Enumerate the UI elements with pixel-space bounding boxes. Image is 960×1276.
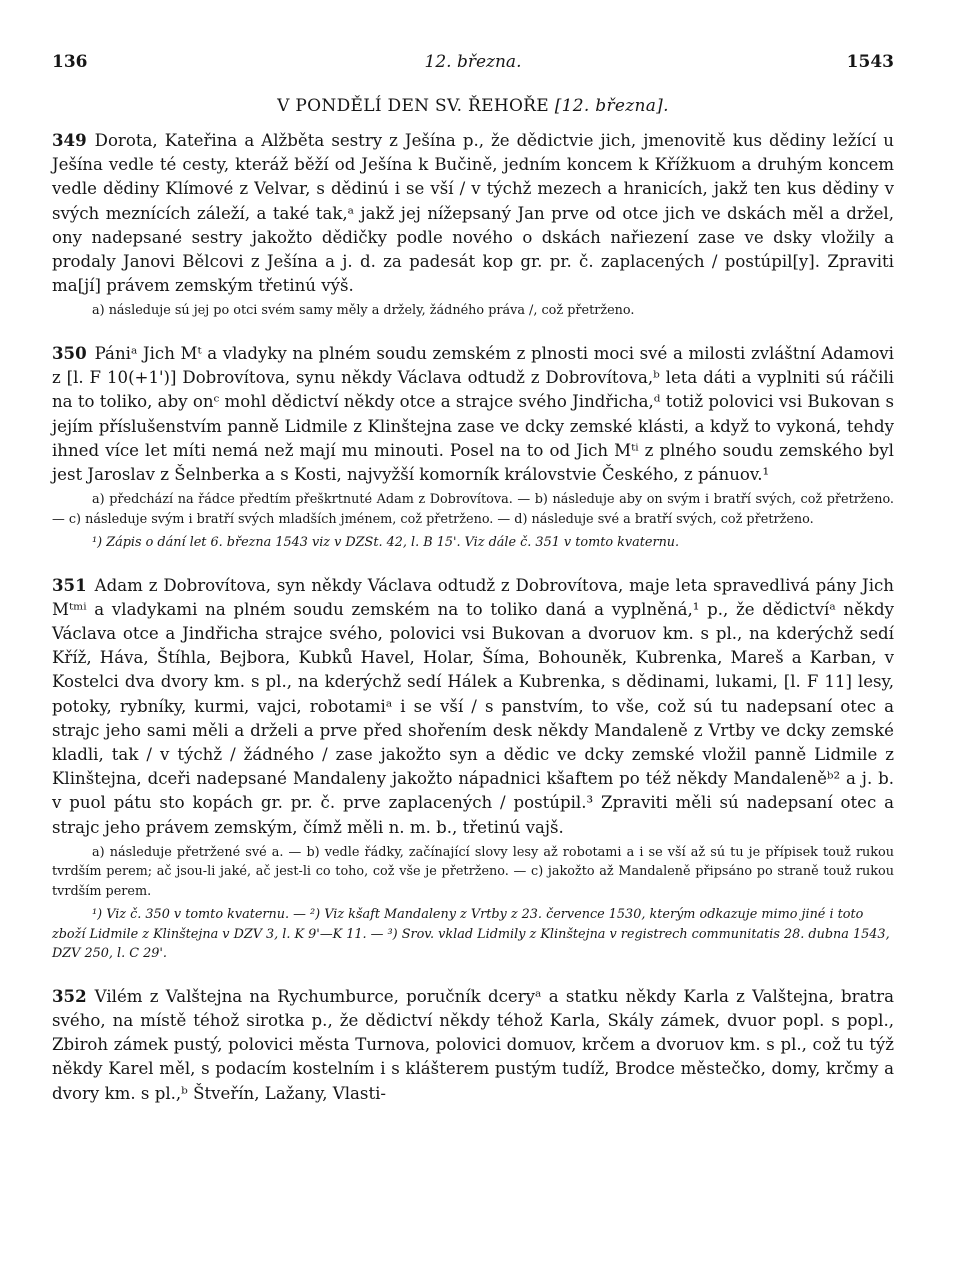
entry-text: [52, 573, 894, 840]
entry-350: [52, 341, 894, 553]
textual-note: a) následuje přetržené své a. — b) vedle řádky, začínající slovy lesy až robotami a i se vší až sú tu je přípisek touž rukou tvrdším perem; ač jsou-li jaké, ač jest-li co toho, což vše je přetrženo. — c) jakožto až Mandaleně připsáno po straně touž rukou tvrdším perem.: [52, 844, 894, 899]
running-head: [52, 52, 894, 80]
entry-body: Pániᵃ Jich Mᵗ a vladyky na plném soudu zemském z plnosti moci své a milosti zvláštní Adamovi z [l. F 10(+1')] Dobrovítova, synu někdy Václava odtudž z Dobrovítova,ᵇ leta dáti a vyplniti sú ráčili na to toliko, aby onᶜ mohl dědictví někdy otce a strajce svého Jindřicha,ᵈ totiž polovici vsi Bukovan s jejím příslušenstvím panně Lidmile z Klinštejna zase ve dcky zemské klásti, a když to vykoná, tehdy ihned více let míti nemá než mají mu minouti. Posel na to od Jich Mᵗⁱ z plného soudu zemského byl jest Jaroslav z Šelnberka a s Kosti, najvyžší komorník královstvie Českého, z pánuov.¹: [52, 343, 894, 484]
entry-349: [52, 128, 894, 321]
entry-body: Dorota, Kateřina a Alžběta sestry z Ješína p., že dědictvie jich, jmenovitě kus dědiny ležící u Ješína vedle té cesty, kteráž běží od Ješína k Bučině, jedním koncem k Křížkuom a druhým koncem vedle dědiny Klímové z Velvar, s dědinú i se vší / v týchž mezech a hranicích, jakž ten kus dědiny v svých meznících záleží, a také tak,ᵃ jakž jej nížepsaný Jan prve od otce jich ve dskách měl a držel, ony nadepsané sestry jakožto dědičky podle nového o dskách nařiezení zase ve dsky vložily a prodaly Janovi Bělcovi z Ješína a j. d. za padesát kop gr. pr. č. zaplacených / postúpil[y]. Zpraviti ma[jí] právem zemským třetinú výš.: [52, 131, 894, 296]
entry-number: 352: [52, 985, 87, 1006]
running-title: 12. března.: [424, 52, 522, 72]
entry-text: [52, 984, 894, 1106]
entry-number: 349: [52, 130, 87, 150]
footnote: ¹) Viz č. 350 v tomto kvaternu. — ²) Viz kšaft Mandaleny z Vrtby z 23. července 1530, kterým odkazuje mimo jiné i toto zboží Lidmile z Klinštejna v DZV 3, l. K 9'—K 11. — ³) Srov. vklad Lidmily z Klinštejna v registrech communitatis 28. dubna 1543, DZV 250, l. C 29'.: [52, 907, 890, 962]
day-heading: [52, 96, 894, 116]
textual-notes: [52, 843, 894, 902]
day-heading-date: [12. března].: [554, 96, 669, 116]
page-number: 136: [52, 52, 88, 72]
entry-352: [52, 984, 894, 1106]
running-year: 1543: [846, 52, 894, 72]
entry-number: 350: [52, 342, 87, 363]
footnotes: [52, 533, 894, 553]
day-heading-main: V PONDĚLÍ DEN SV. ŘEHOŘE: [277, 96, 555, 116]
entry-body: Adam z Dobrovítova, syn někdy Václava odtudž z Dobrovítova, maje leta spravedlivá pány Jich Mᵗᵐⁱ a vladykami na plném soudu zemském na to toliko daná a vyplněná,¹ p., že dědictvíᵃ někdy Václava otce a Jindřicha strajce svého, polovici vsi Bukovan a dvoruov km. s pl., na kderýchž sedí Kříž, Háva, Štíhla, Bejbora, Kubků Havel, Holar, Šíma, Bohouněk, Kubrenka, Mareš a Karban, v Kostelci dva dvory km. s pl., na kderýchž sedí Hálek a Kubrenka, s dědinami, lukami, [l. F 11] lesy, potoky, rybníky, kurmi, vajci, robotamiᵃ i se vší / s panstvím, to vše, což sú tu nadepsaní otec a strajc jeho sami měli a drželi a prve před shořením desk někdy Mandaleně z Vrtby ve dcky zemské kladli, tak / v týchž / žádného / zase jakožto syn a dědic ve dcky zemské vložil panně Lidmile z Klinštejna, dceři nadepsané Mandaleny jakožto nápadnici kšaftem po též někdy Mandaleněᵇ² a j. b. v puol pátu sto kopách gr. pr. č. prve zaplacených / postúpil.³ Zpraviti měli sú nadepsaní otec a strajc jeho právem zemským, čímž měli n. m. b., třetinú vajš.: [52, 575, 894, 837]
textual-note: a) předchází na řádce předtím přeškrtnuté Adam z Dobrovítova. — b) následuje aby on svým i bratří svých, což přetrženo. — c) následuje svým i bratří svých mladších jménem, což přetrženo. — d) následuje své a bratří svých, což přetrženo.: [52, 492, 894, 527]
entry-number: 351: [52, 574, 87, 595]
footnote: ¹) Zápis o dání let 6. března 1543 viz v DZSt. 42, l. B 15'. Viz dále č. 351 v tomto kvaternu.: [92, 535, 680, 551]
textual-notes: [52, 490, 894, 529]
entry-body: Vilém z Valštejna na Rychumburce, poručník dceryᵃ a statku někdy Karla z Valštejna, bratra svého, na místě téhož sirotka p., že dědictví někdy téhož Karla, Skály zámek, dvuor popl. s popl., Zbiroh zámek pustý, polovici města Turnova, polovici domuov, krčem a dvoruov km. s pl., což tu týž někdy Karel měl, s podacím kostelním i s klášterem pustým tudíž, Brodce městečko, domy, krčmy a dvory km. s pl.,ᵇ Štveřín, Lažany, Vlasti-: [52, 986, 894, 1103]
entry-text: [52, 341, 894, 487]
textual-note: a) následuje sú jej po otci svém samy měly a držely, žádného práva /, což přetrženo.: [92, 303, 635, 319]
entry-351: [52, 573, 894, 964]
textual-notes: [52, 301, 894, 321]
footnotes: [52, 905, 894, 964]
entry-text: [52, 128, 894, 298]
